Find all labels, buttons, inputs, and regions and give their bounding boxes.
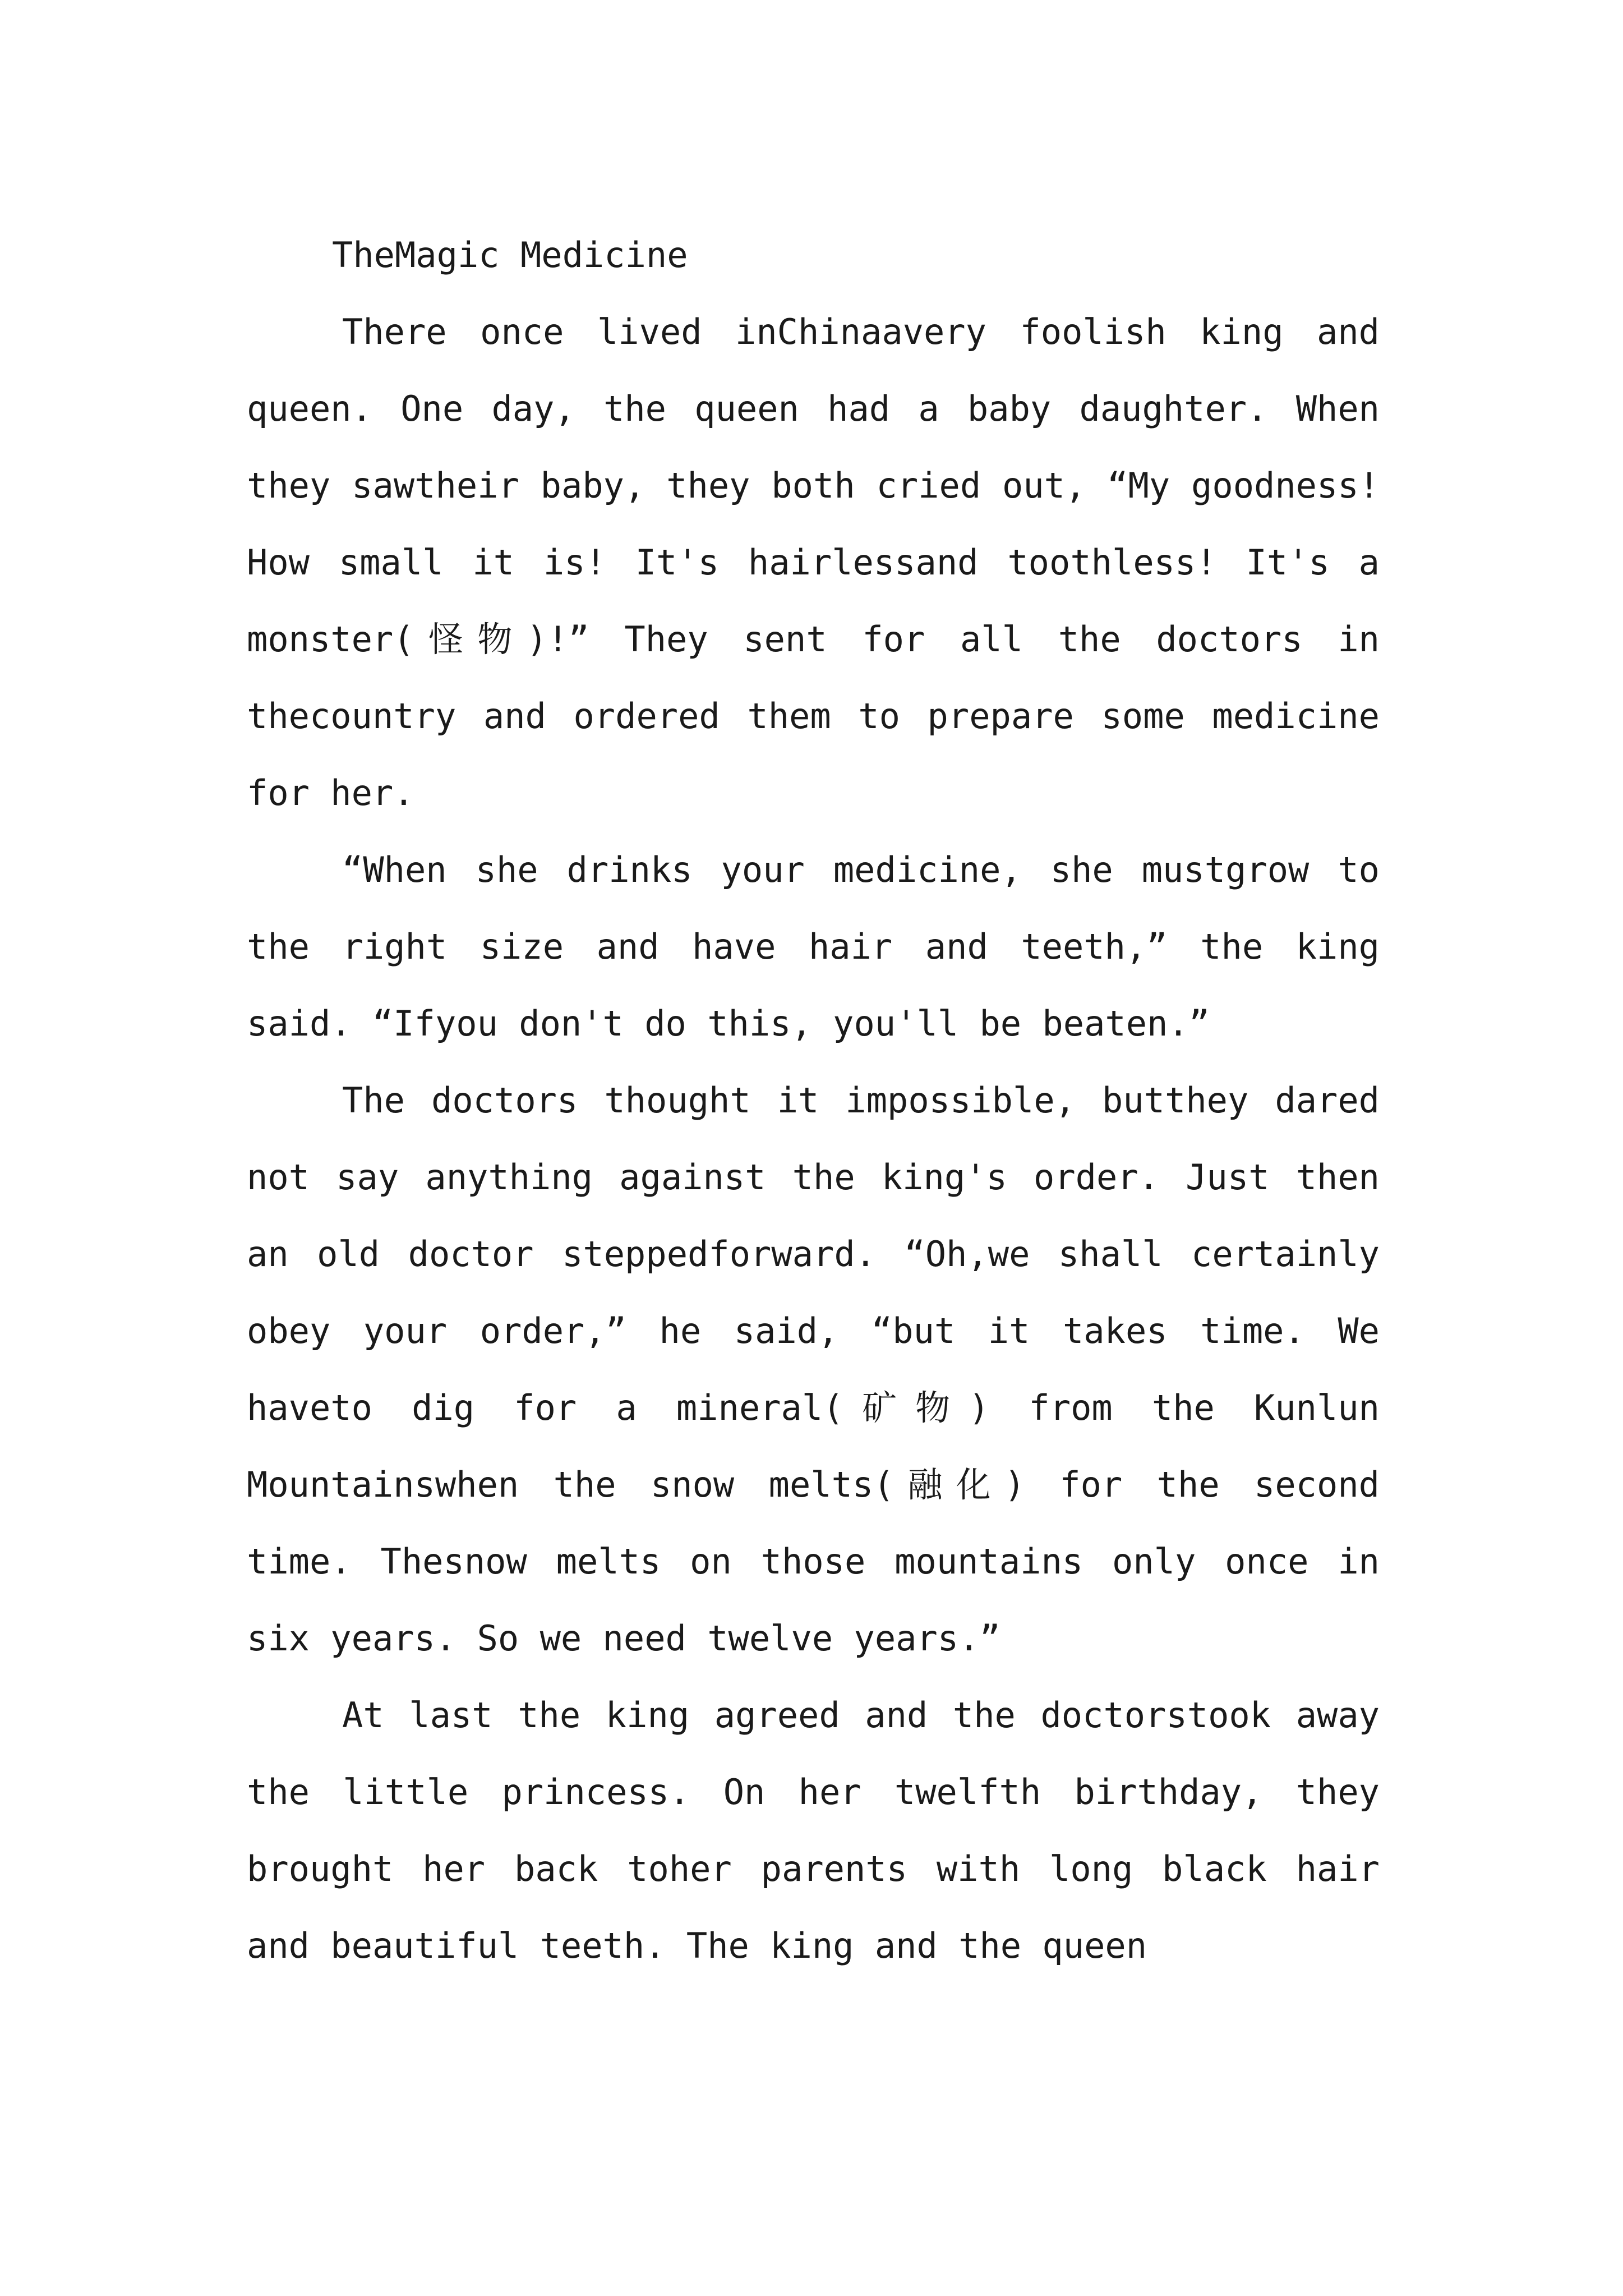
document-body: [247, 217, 1380, 1984]
paragraph: The doctors thought it impossible, butthey dared not say anything against the king's order. Just then an old doctor steppedforward. “Oh,we shall certainly obey your order,” he said, “but it takes time. We haveto dig for a mineral(矿物) from the Kunlun Mountainswhen the snow melts(融化) for the second time. Thesnow melts on those mountains only once in six years. So we need twelve years.”: [247, 1080, 1380, 1659]
paragraph: There once lived inChinaavery foolish king and queen. One day, the queen had a baby daughter. When they sawtheir baby, they both cried out, “My goodness! How small it is! It's hairlessand toothless! It's a monster(怪物)!” They sent for all the doctors in thecountry and ordered them to prepare some medicine for her.: [247, 311, 1380, 813]
document-title: TheMagic Medicine: [332, 234, 688, 275]
paragraph: At last the king agreed and the doctorstook away the little princess. On her twelfth birthday, they brought her back toher parents with long black hair and beautiful teeth. The king and the queen: [247, 1695, 1380, 1966]
paragraph: “When she drinks your medicine, she mustgrow to the right size and have hair and teeth,” the king said. “Ifyou don't do this, you'll be beaten.”: [247, 849, 1380, 1044]
